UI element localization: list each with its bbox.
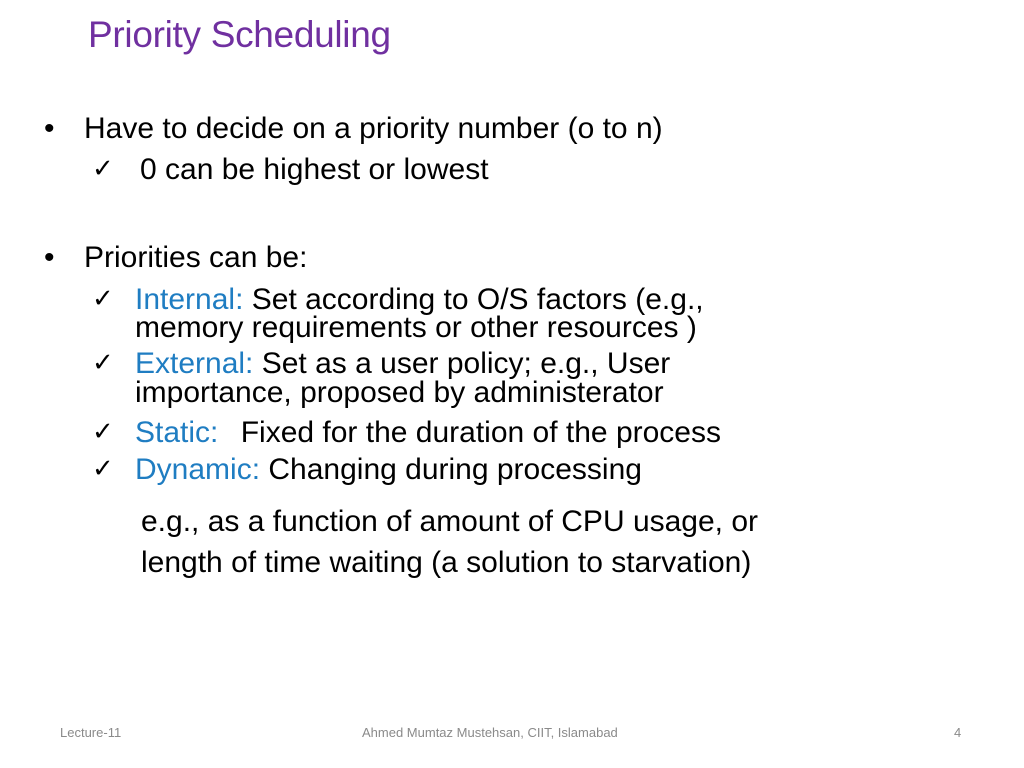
subitem-static <box>135 418 721 448</box>
internal-description-cont: memory requirements or other resources ) <box>135 311 697 344</box>
bullet-icon: • <box>44 112 55 145</box>
checkmark-icon: ✓ <box>92 154 114 184</box>
dynamic-keyword: Dynamic: <box>135 453 261 486</box>
static-keyword: Static: <box>135 416 219 449</box>
checkmark-icon: ✓ <box>92 417 114 447</box>
checkmark-icon: ✓ <box>92 284 114 314</box>
footer-page-number: 4 <box>954 725 962 740</box>
subitem-highest-lowest: 0 can be highest or lowest <box>140 153 489 186</box>
footer-lecture: Lecture-11 <box>60 725 122 740</box>
bullet-2-text: Priorities can be: <box>84 241 308 274</box>
external-description-cont: importance, proposed by administerator <box>135 376 664 409</box>
dynamic-description: Changing during processing <box>268 453 642 486</box>
internal-description: Set according to O/S factors (e.g., <box>251 283 704 316</box>
subitem-external <box>135 349 670 379</box>
checkmark-icon: ✓ <box>92 348 114 378</box>
subitem-dynamic <box>135 455 642 485</box>
bullet-1-text: Have to decide on a priority number (o to n) <box>84 112 663 145</box>
slide-title: Priority Scheduling <box>88 14 391 55</box>
external-description: Set as a user policy; e.g., User <box>261 347 671 380</box>
internal-keyword: Internal: <box>135 283 244 316</box>
bullet-icon: • <box>44 241 55 274</box>
footer-author: Ahmed Mumtaz Mustehsan, CIIT, Islamabad <box>362 725 618 740</box>
dynamic-example-line-2: length of time waiting (a solution to starvation) <box>141 546 752 579</box>
static-description: Fixed for the duration of the process <box>240 416 721 449</box>
external-keyword: External: <box>135 347 254 380</box>
checkmark-icon: ✓ <box>92 454 114 484</box>
dynamic-example-line-1: e.g., as a function of amount of CPU usage, or <box>141 505 759 538</box>
